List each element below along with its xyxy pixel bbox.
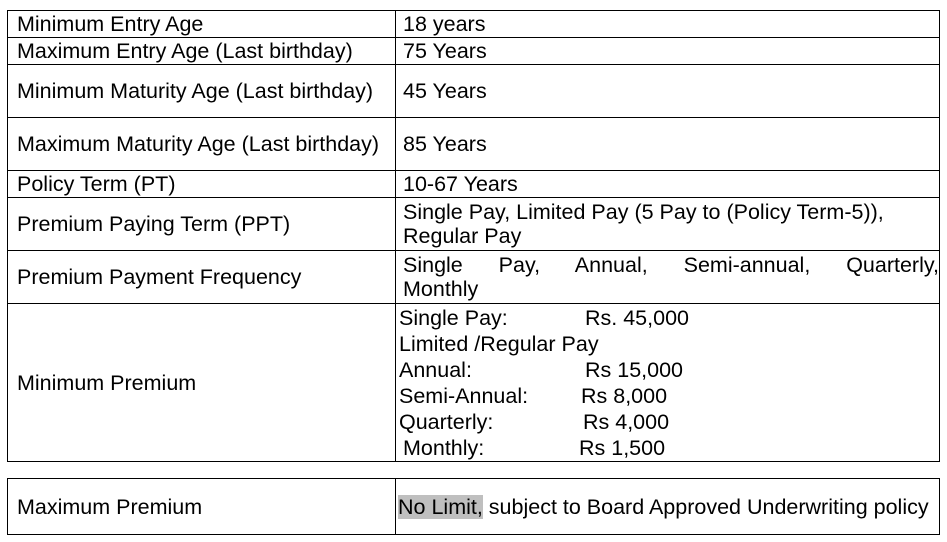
premium-monthly: [399, 435, 939, 461]
row-value-max-maturity-age: 85 Years: [396, 118, 940, 171]
row-label-policy-term: Policy Term (PT): [8, 171, 396, 198]
premium-annual: [399, 357, 939, 383]
maximum-premium-table: [7, 478, 940, 535]
premium-mode-label: Annual:: [399, 357, 472, 382]
row-label-min-maturity-age: Minimum Maturity Age (Last birthday): [8, 65, 396, 118]
premium-quarterly: [399, 409, 939, 435]
table-row: [8, 171, 940, 198]
table-row: [8, 65, 940, 118]
premium-amount: Rs 8,000: [581, 383, 668, 408]
premium-section-label: Limited /Regular Pay: [399, 331, 599, 356]
row-value-min-premium: [396, 304, 940, 462]
max-premium-rest-text: subject to Board Approved Underwriting policy: [482, 494, 929, 519]
row-value-min-maturity-age: 45 Years: [396, 65, 940, 118]
table-row: [8, 198, 940, 251]
row-value-policy-term: 10-67 Years: [396, 171, 940, 198]
table-row: [8, 118, 940, 171]
premium-mode-label: Monthly:: [403, 435, 485, 460]
policy-features-table: [7, 10, 940, 462]
table-row: [8, 251, 940, 304]
row-label-frequency: Premium Payment Frequency: [8, 251, 396, 304]
premium-semi-annual: [399, 383, 939, 409]
row-label-ppt: Premium Paying Term (PPT): [8, 198, 396, 251]
premium-mode-label: Semi-Annual:: [399, 383, 529, 408]
table-row: [8, 304, 940, 462]
row-label-max-maturity-age: Maximum Maturity Age (Last birthday): [8, 118, 396, 171]
row-value-frequency: [396, 251, 940, 304]
premium-single-pay: [399, 305, 939, 331]
row-label-min-premium: Minimum Premium: [8, 304, 396, 462]
row-value-max-entry-age: 75 Years: [396, 38, 940, 65]
row-label-max-premium: Maximum Premium: [8, 479, 396, 535]
table-row: [8, 38, 940, 65]
highlighted-text: No Limit,: [398, 494, 483, 519]
premium-mode-label: Single Pay:: [399, 305, 508, 330]
premium-limited-regular-header: [399, 331, 939, 357]
premium-amount: Rs 15,000: [585, 357, 684, 382]
frequency-line-1: Single Pay, Annual, Semi-annual, Quarterly,: [403, 253, 939, 277]
row-value-ppt: Single Pay, Limited Pay (5 Pay to (Policy Term-5)), Regular Pay: [396, 198, 940, 251]
row-label-min-entry-age: Minimum Entry Age: [8, 11, 396, 38]
table-row: [8, 479, 940, 535]
frequency-line-2: Monthly: [403, 277, 479, 301]
premium-amount: Rs. 45,000: [585, 305, 689, 330]
premium-amount: Rs 1,500: [579, 435, 666, 460]
row-label-max-entry-age: Maximum Entry Age (Last birthday): [8, 38, 396, 65]
premium-amount: Rs 4,000: [583, 409, 670, 434]
premium-mode-label: Quarterly:: [399, 409, 494, 434]
table-row: [8, 11, 940, 38]
row-value-min-entry-age: 18 years: [396, 11, 940, 38]
row-value-max-premium: [396, 479, 940, 535]
